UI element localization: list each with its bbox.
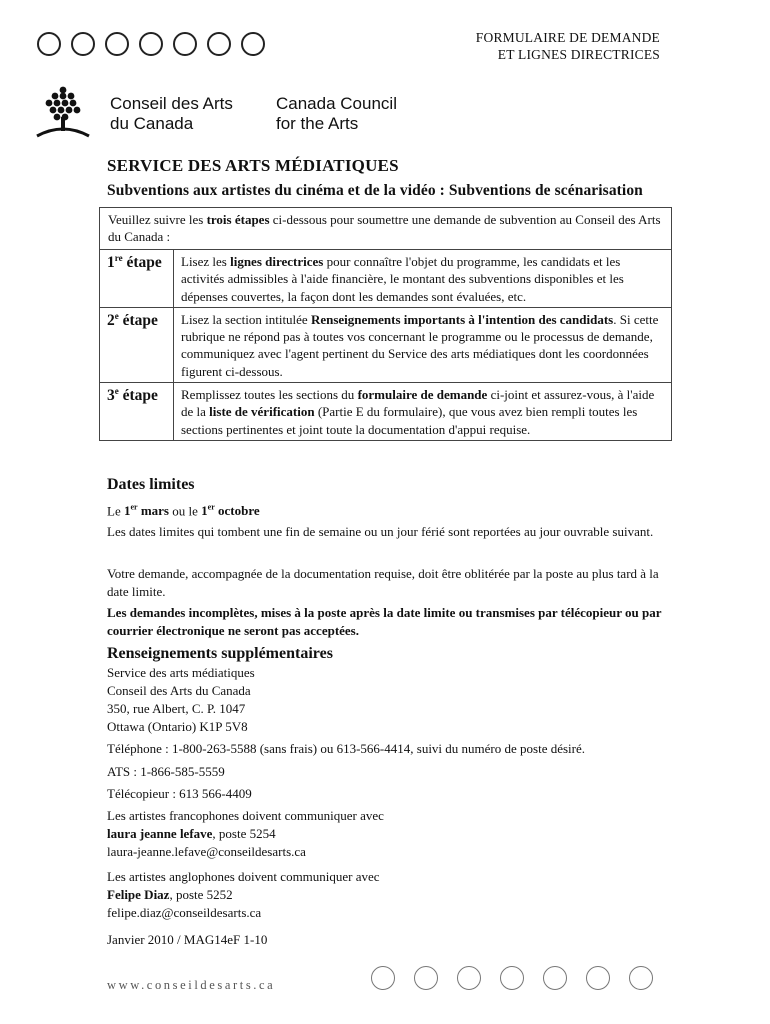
decorative-circles-bottom (371, 966, 653, 990)
step-row-1 (100, 250, 671, 308)
document-type-header (476, 29, 660, 63)
circle-icon (371, 966, 395, 990)
circle-icon (37, 32, 61, 56)
contact-name: Felipe Diaz (107, 887, 170, 902)
deadlines-heading: Dates limites (107, 476, 195, 493)
steps-table (99, 207, 672, 441)
phone-number: Téléphone : 1-800-263-5588 (sans frais) ou 613-566-4414, suivi du numéro de poste désiré. (107, 741, 586, 756)
circle-icon (241, 32, 265, 56)
circle-icon (457, 966, 481, 990)
org-name-french: Conseil des Arts du Canada (110, 94, 233, 133)
header-line-2: ET LIGNES DIRECTRICES (497, 47, 660, 62)
org-name-english: Canada Council for the Arts (276, 94, 397, 133)
anglophone-contact: Les artistes anglophones doivent communiquer avec Felipe Diaz, poste 5252 felipe.diaz@conseildesarts.ca (107, 869, 380, 920)
circle-icon (139, 32, 163, 56)
contact-email[interactable]: felipe.diaz@conseildesarts.ca (107, 905, 262, 920)
step-text: Remplissez toutes les sections du formulaire de demande ci-joint et assurez-vous, à l'aide de la liste de vérification (Partie E du formulaire), que vous avez bien rempli toutes les sections pertinentes et joint toute la documentation d'appui requise. (181, 387, 655, 437)
circle-icon (500, 966, 524, 990)
website-link[interactable]: www.conseildesarts.ca (107, 978, 276, 992)
step-label: 1re étape (100, 250, 174, 307)
circle-icon (586, 966, 610, 990)
step-label: 2e étape (100, 308, 174, 382)
circle-icon (173, 32, 197, 56)
info-heading: Renseignements supplémentaires (107, 645, 333, 662)
deadline-note-postmark: Votre demande, accompagnée de la documentation requise, doit être oblitérée par la poste au plus tard à la date limite. (107, 566, 659, 599)
page-title: SERVICE DES ARTS MÉDIATIQUES (107, 156, 399, 175)
circle-icon (71, 32, 95, 56)
circle-icon (543, 966, 567, 990)
tty-number: ATS : 1-866-585-5559 (107, 764, 225, 779)
circle-icon (629, 966, 653, 990)
canada-council-logo-icon (34, 84, 92, 140)
steps-intro: Veuillez suivre les trois étapes ci-dessous pour soumettre une demande de subvention au Conseil des Arts du Canada : (100, 208, 671, 250)
step-text: Lisez les lignes directrices pour connaître l'objet du programme, les candidats et les activités admissibles à l'aide financière, le montant des subventions disponibles et les dépenses couvertes, la façon dont les demandes sont évaluées, etc. (181, 254, 624, 304)
deadline-dates: Le 1er mars ou le 1er octobre (107, 503, 260, 519)
document-reference: Janvier 2010 / MAG14eF 1-10 (107, 932, 268, 947)
header-line-1: FORMULAIRE DE DEMANDE (475, 30, 660, 45)
circle-icon (207, 32, 231, 56)
step-text: Lisez la section intitulée Renseignements importants à l'intention des candidats. Si cette rubrique ne répond pas à toutes vos concernant le programme ou le processus de demande, communiquez avec l'agent pertinent du Service des arts médiatiques dont les coordonnées figurent ci-dessous. (181, 311, 659, 379)
page-subtitle: Subventions aux artistes du cinéma et de la vidéo : Subventions de scénarisation (107, 182, 643, 199)
fax-number: Télécopieur : 613 566-4409 (107, 786, 252, 801)
deadline-warning: Les demandes incomplètes, mises à la poste après la date limite ou transmises par télécopieur ou par courrier électronique ne seront pas acceptées. (107, 605, 662, 638)
step-row-3 (100, 383, 671, 440)
contact-email[interactable]: laura-jeanne.lefave@conseildesarts.ca (107, 844, 306, 859)
francophone-contact: Les artistes francophones doivent communiquer avec laura jeanne lefave, poste 5254 laura-jeanne.lefave@conseildesarts.ca (107, 808, 384, 859)
step-label: 3e étape (100, 383, 174, 440)
circle-icon (414, 966, 438, 990)
decorative-circles-top (37, 32, 265, 56)
deadline-note-weekend: Les dates limites qui tombent une fin de semaine ou un jour férié sont reportées au jour ouvrable suivant. (107, 524, 654, 539)
step-row-2 (100, 308, 671, 383)
contact-name: laura jeanne lefave (107, 826, 213, 841)
mailing-address: Service des arts médiatiques Conseil des Arts du Canada 350, rue Albert, C. P. 1047 Ottawa (Ontario) K1P 5V8 (107, 665, 255, 734)
circle-icon (105, 32, 129, 56)
